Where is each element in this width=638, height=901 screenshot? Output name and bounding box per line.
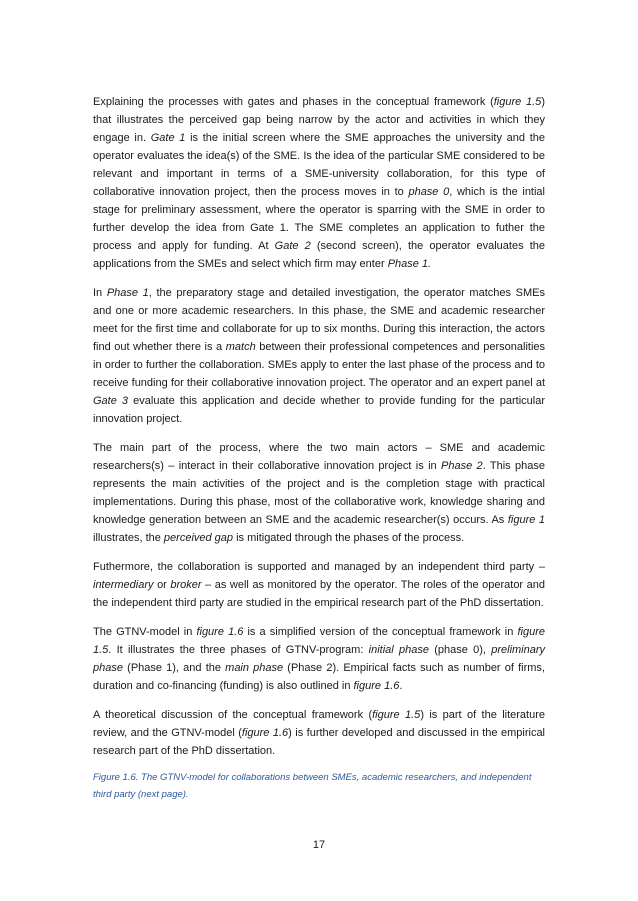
text-run: is the initial screen where the SME approaches the university and the operator evaluates the idea(s) of the SME. Is the idea of the particular SME considered to be relevant and important in terms of a SME-university collaboration, for this type of collaborative innovation project, then the process moves in to	[93, 132, 546, 198]
text-run: Explaining the processes with gates and phases in the conceptual framework (	[93, 96, 494, 108]
page-number: 17	[312, 839, 326, 851]
italic-text-run: initial phase	[368, 644, 429, 656]
italic-text-run: Gate 1	[150, 132, 186, 144]
text-run: . It illustrates the three phases of GTNV-program:	[108, 644, 369, 656]
text-run: ) that illustrates the perceived gap being narrow by the actor and activities in which they engage in.	[93, 96, 545, 144]
text-run: illustrates, the	[93, 532, 164, 544]
paragraph	[93, 558, 545, 612]
text-run: Futhermore, the collaboration is supported and managed by an independent third party –	[93, 561, 545, 573]
italic-text-run: perceived gap	[163, 532, 234, 544]
text-run: (Phase 2). Empirical facts such as number of firms, duration and co-financing (funding) is also outlined in	[93, 662, 545, 692]
text-run: , which is the intial stage for preliminary assessment, where the operator is sparring with the SME in order to further develop the idea from Gate 1. The SME completes an application to futher the process and apply for funding. At	[93, 186, 545, 252]
italic-text-run: figure 1.6	[353, 680, 400, 692]
text-run: .	[399, 680, 403, 692]
italic-text-run: Gate 3	[93, 395, 129, 407]
text-run: between their professional competences and personalities in order to further the collaboration. SMEs apply to enter the last phase of the process and to receive funding for their collaborative innovation project. The operator and an expert panel at	[93, 341, 546, 389]
italic-text-run: preliminary phase	[93, 644, 546, 674]
text-run: – as well as monitored by the operator. The roles of the operator and the independent third party are studied in the empirical research part of the PhD dissertation.	[93, 579, 545, 609]
paragraph	[93, 623, 545, 695]
text-run: is mitigated through the phases of the process.	[233, 532, 465, 544]
text-run: The GTNV-model in	[93, 626, 197, 638]
text-run: (phase 0),	[428, 644, 492, 656]
italic-text-run: figure 1.5	[372, 709, 421, 721]
text-run: or	[153, 579, 171, 591]
italic-text-run: broker	[170, 579, 202, 591]
text-run: is a simplified version of the conceptual framework in	[243, 626, 518, 638]
paragraph	[93, 284, 545, 428]
figure-caption: Figure 1.6. The GTNV-model for collaborations between SMEs, academic researchers, and independent third party (next page).	[93, 772, 532, 800]
italic-text-run: match	[225, 341, 256, 353]
text-run: ) is further developed and discussed in the empirical research part of the PhD dissertation.	[93, 727, 545, 757]
italic-text-run: figure 1.5	[93, 626, 545, 656]
text-run: evaluate this application and decide whether to provide funding for the particular innovation project.	[93, 395, 545, 425]
text-run: In	[93, 287, 107, 299]
text-run: , the preparatory stage and detailed investigation, the operator matches SMEs and one or more academic researchers. In this phase, the SME and academic researcher meet for the first time and collaborate for up to six months. During this interaction, the actors find out whether there is a	[93, 287, 545, 353]
text-run: ) is part of the literature review, and the GTNV-model (	[93, 709, 545, 739]
text-run: . This phase represents the main activities of the project and is the completion stage with practical implementations. During this phase, most of the collaborative work, knowledge sharing and knowledge generation between an SME and the academic researcher(s) occurs. As	[93, 460, 546, 526]
text-run: (Phase 1), and the	[122, 662, 226, 674]
paragraph-list	[93, 93, 545, 760]
italic-text-run: figure 1.6	[196, 626, 244, 638]
body-text	[93, 93, 545, 814]
italic-text-run: Phase 1	[106, 287, 149, 299]
paragraph	[93, 439, 545, 547]
text-run: The main part of the process, where the two main actors – SME and academic researchers(s) – interact in their collaborative innovation project is in	[93, 442, 545, 472]
text-run: A theoretical discussion of the conceptual framework (	[93, 709, 373, 721]
italic-text-run: Phase 2	[441, 460, 483, 472]
text-run: (second screen), the operator evaluates the applications from the SMEs and select which firm may enter	[93, 240, 545, 270]
italic-text-run: main phase	[225, 662, 284, 674]
paragraph	[93, 93, 545, 273]
italic-text-run: phase 0	[408, 186, 450, 198]
italic-text-run: Phase 1.	[387, 258, 432, 270]
italic-text-run: figure 1	[507, 514, 545, 526]
italic-text-run: figure 1.6	[241, 727, 289, 739]
italic-text-run: figure 1.5	[493, 96, 542, 108]
italic-text-run: intermediary	[93, 579, 154, 591]
italic-text-run: Gate 2	[274, 240, 311, 252]
paragraph	[93, 706, 545, 760]
